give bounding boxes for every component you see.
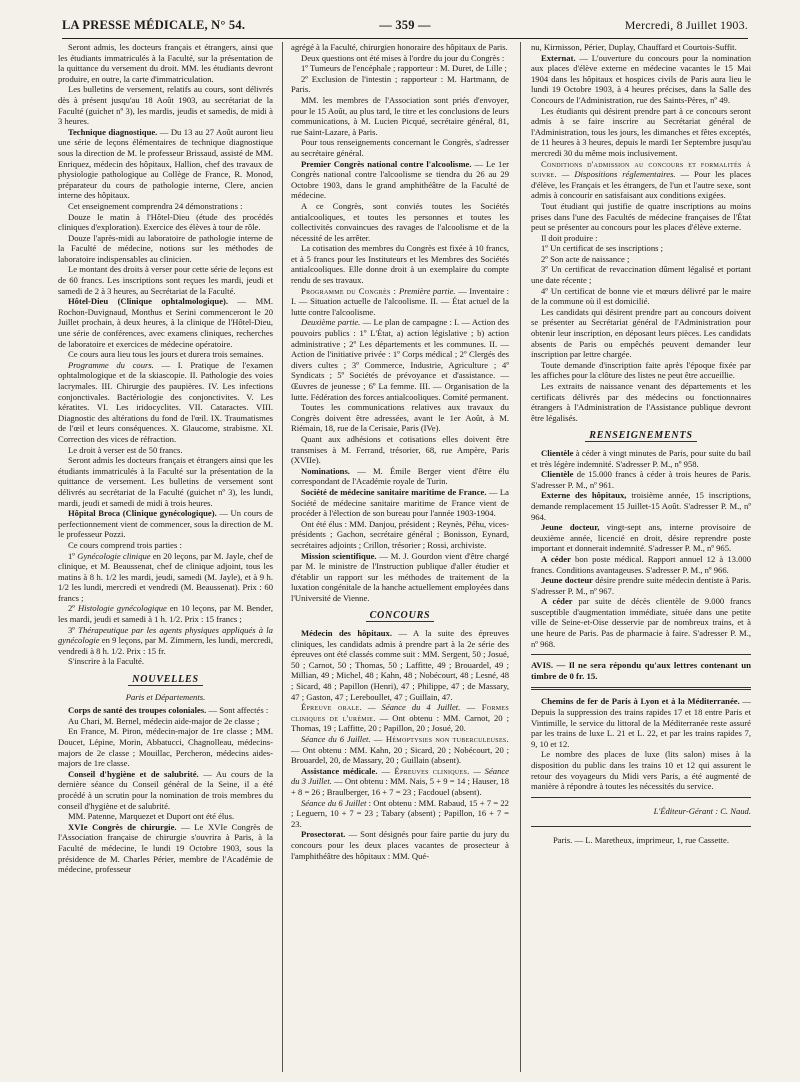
paragraph: Quant aux adhésions et cotisations elles doivent être transmises à M. Ferrand, trésorier, 68, rue Ampère, Paris (XVIIe).: [291, 433, 509, 466]
article-conseil-hygiene: [58, 769, 273, 811]
list-item: 3º Un certificat de revaccination dûment légalisé et portant une date récente ;: [531, 264, 751, 286]
exam-date: Séance du 6 Juillet.: [301, 734, 371, 744]
ad-text: désire prendre suite médecin dentiste à Paris. S'adresser P. M., nº 967.: [531, 575, 751, 596]
divider: [531, 826, 751, 827]
classified-ad: [531, 448, 751, 469]
exam-subject: — Épreuves cliniques.: [377, 765, 470, 776]
exam-subject: — Formes cliniques de l'urémie.: [291, 702, 509, 723]
article-hotel-dieu: [58, 296, 273, 349]
article-text: — MM. Rochon-Duvignaud, Monthus et Serini commenceront le 20 Juillet prochain, à deux heures, à la clinique de l'Hôtel-Dieu, une série de conférences, avec examens cliniques, recherches de laboratoire et exercices de médecine opératoire.: [58, 296, 273, 349]
ad-heading: A céder: [541, 596, 573, 607]
article-mission: [291, 551, 509, 604]
classified-ad: [531, 554, 751, 575]
article-heading: XVIe Congrès de chirurgie.: [68, 821, 177, 832]
paragraph: Pour tous renseignements concernant le Congrès, s'adresser au secrétaire général.: [291, 137, 509, 158]
list-item: [58, 603, 273, 624]
exam-result: [291, 798, 509, 830]
article-heading: Nominations.: [301, 465, 350, 476]
paragraph: Cet enseignement comprendra 24 démonstrations :: [68, 200, 243, 211]
divider: [531, 797, 751, 798]
paragraph: Au Chari, M. Bernel, médecin aide-major de 2e classe ;: [68, 715, 260, 726]
exam-text: — Ont obtenu : MM. Kahn, 20 ; Sicard, 20 ; Nobécourt, 20 ; Brouardel, 20, de Massary, 20 ; Guillain (absent).: [291, 744, 509, 766]
program-label: Programme du cours.: [68, 359, 154, 370]
list-subject: Gynécologie clinique: [77, 550, 151, 561]
article-text: — Depuis la suppression des trains rapides 17 et 18 entre Paris et Vintimille, le service du littoral de la Méditerranée reste assuré par les trains de luxe L. 21 et L. 22, et par les trains rapides 7, 9, 10 et 12.: [531, 696, 751, 749]
article-chemins-de-fer: [531, 696, 751, 749]
list-item: 2º Son acte de naissance ;: [541, 253, 630, 264]
list-number: 1º: [68, 550, 78, 561]
section-title: CONCOURS: [366, 610, 435, 622]
program-part: Deuxième partie.: [301, 317, 361, 328]
article-heading: Hôpital Broca (Clinique gynécologique).: [68, 508, 217, 519]
section-heading-renseignements: [531, 431, 751, 442]
exam-text: — Ont obtenu : MM. Carnot, 20 ; Thomas, 19 ; Laffitte, 20 ; Papillon, 20 ; Josué, 20.: [291, 712, 509, 734]
article-heading: Mission scientifique.: [301, 550, 377, 561]
header-rule: [62, 38, 748, 39]
article-text: — Le XVIe Congrès de l'Association française de chirurgie s'ouvrira à Paris, à la Faculté de médecine, le lundi 19 Octobre 1903, sous la présidence de M. Charles Périer, membre de l'Académie de médecine, professeur: [58, 821, 273, 875]
divider: [531, 687, 751, 690]
paragraph: Deux questions ont été mises à l'ordre du jour du Congrès :: [301, 52, 505, 63]
issue-date: Mercredi, 8 Juillet 1903.: [624, 18, 748, 32]
paragraph: Toutes les communications relatives aux travaux du Congrès doivent être adressées, avant le 1er Août, à M. Riémain, 18, rue de la Cerisaie, Paris (IVe).: [291, 402, 509, 434]
paragraph: agrégé à la Faculté, chirurgien honoraire des hôpitaux de Paris.: [291, 42, 508, 52]
program-label: Programme du Congrès :: [301, 285, 399, 296]
article-assistance-medicale: [291, 766, 509, 798]
paragraph: Le montant des droits à verser pour cette série de leçons est de 60 francs. Les inscriptions sont reçues les mardi, jeudi et samedi de 2 à 3 heures, au Secrétariat de la Faculté.: [58, 264, 273, 296]
article-heading: Externat.: [541, 52, 576, 63]
admission-conditions: [531, 159, 751, 201]
course-program: [58, 360, 273, 445]
ad-text: à céder à vingt minutes de Paris, pour suite du bail et très légère indemnité. S'adresser P. M., nº 958.: [531, 447, 751, 469]
paragraph: Ont été élus : MM. Danjou, président ; Reynès, Péhu, vices-présidents ; Gachon, secrétaire général ; Bonisson, Eynard, secrétaires adjoints ; Crillon, trésorier ; Rossi, archiviste.: [291, 518, 509, 550]
ad-heading: A céder: [541, 553, 571, 564]
article-heading: Hôtel-Dieu (Clinique ophtalmologique).: [68, 296, 229, 307]
congress-program-part-2: [291, 317, 509, 402]
article-text: — M. Émile Berger vient d'être élu correspondant de l'Académie royale de Turin.: [291, 465, 509, 487]
paragraph: Douze le matin à l'Hôtel-Dieu (étude des procédés cliniques d'exploration). Exercice des élèves à tour de rôle.: [58, 211, 273, 233]
classified-ad: [531, 596, 751, 649]
list-item: 1º Un certificat de ses inscriptions ;: [541, 243, 663, 254]
article-prosectorat: [291, 829, 509, 861]
exam-date: — Séance du 3 Juillet.: [291, 765, 509, 787]
article-text: — Sont désignés pour faire partie du jury du concours pour les deux places vacantes de prosecteur à l'amphithéâtre des hôpitaux : MM. Qué-: [291, 829, 509, 861]
article-text: — Ont obtenu : MM. Nais, 5 + 9 = 14 ; Hauser, 18 + 8 = 26 ; Braulberger, 16 + 7 = 23 ; Facdouel (absent).: [291, 776, 509, 797]
list-number: 3º: [68, 624, 79, 635]
article-text: — Un cours de perfectionnement vient de commencer, sous la direction de M. le professeur Pozzi.: [58, 508, 273, 540]
program-text: — I. Pratique de l'examen ophtalmologique et de la skiascopie. II. Pathologie des voies lacrymales. III. Chirurgie des paupières. IV. Les infections conjonctivales. Bactériologie des conjonctivites. V. Les kératites. VI. Les iridocyclites. VII. Cataractes. VIII. Diagnostic des altérations du fond de l'œil. IX. Traumatismes de l'œil et leurs conséquences. X. Glaucome, strabisme. XI. Correction des vices de réfraction.: [58, 359, 273, 444]
paragraph: Il doit produire :: [541, 232, 598, 243]
notice-avis: AVIS. — Il ne sera répondu qu'aux lettres contenant un timbre de 0 fr. 15.: [531, 660, 751, 681]
article-broca: [58, 508, 273, 540]
list-text: en 20 leçons, par M. Jayle, chef de clinique, et M. Beaussenat, chef de clinique adjoint, tous les matins à 8 h. 1/2 les mardi, jeudi, samedi (M. Jayle), et à 9 h. 1/2 les lundi, mercredi et vendredi (M. Beaussenat). Prix : 60 francs ;: [58, 550, 273, 603]
ad-text: bon poste médical. Rapport annuel 12 à 13.000 francs. Conditions avantageuses. S'adresser P. M., nº 966.: [531, 553, 751, 575]
ad-text: par suite de décès clientèle de 9.000 francs susceptible d'augmentation immédiate, située dans une petite ville de Seine-et-Oise desservie par de nombreux trains, et à une heure de Paris. Pas de pharmacie à faire. S'adresser P. M., nº 968.: [531, 596, 751, 649]
subsection-heading: Paris et Départements.: [125, 691, 206, 702]
article-externat: [531, 53, 751, 106]
ad-heading: Clientèle: [541, 469, 574, 480]
paragraph: nu, Kirmisson, Périer, Duplay, Chauffard et Courtois-Suffit.: [531, 42, 737, 52]
section-heading-concours: [291, 611, 509, 622]
ad-heading: Jeune docteur: [541, 575, 593, 586]
program-text: — Le plan de campagne : I. — Action des pouvoirs publics : 1º L'État, a) action législative ; b) action administrative ; 2º Les départements et les communes. II. — Action de l'initiative privée : 1º Corps médical ; 2º Clergés des divers cultes ; 3º Commerce, Industrie, Agriculture ; 4º Syndicats ; 5º Sociétés de prévoyance et d'assistance. — Œuvres de jeunesse ; 6º La femme. III. — Organisation de la lutte. Fédération des forces antialcooliques. Comité permanent.: [291, 317, 509, 402]
paragraph: Les bulletins de versement, relatifs au cours, sont délivrés dès à présent jusqu'au 18 Août 1903, au secrétariat de la Faculté (guichet nº 3), les mardis, jeudis et samedis, de midi à 3 heures.: [58, 84, 273, 127]
exam-date: — Séance du 4 Juillet.: [361, 702, 461, 713]
paragraph: Le droit à verser est de 50 francs.: [68, 444, 183, 455]
exam-result: [291, 702, 509, 734]
article-congres-chirurgie: [58, 822, 273, 875]
list-item: 4º Un certificat de bonne vie et mœurs délivré par le maire de la commune où il est domicilié.: [531, 285, 751, 307]
exam-subject: — Hémoptysies non tuberculeuses.: [370, 734, 509, 744]
program-text: — Inventaire : I. — Situation actuelle de l'alcoolisme. II. — État actuel de la lutte contre l'alcoolisme.: [291, 285, 509, 317]
conditions-subtitle: — Dispositions réglementaires.: [556, 169, 676, 180]
exam-date: Séance du 6 Juillet: [301, 797, 367, 808]
list-item: 2º Exclusion de l'intestin ; rapporteur : M. Hartmann, de Paris.: [291, 73, 509, 95]
list-subject: Thérapeutique par les agents physiques appliqués à la gynécologie: [58, 624, 273, 646]
classified-ad: [531, 469, 751, 490]
column-divider: [520, 42, 521, 1072]
ad-heading: Clientèle: [541, 447, 574, 458]
paragraph: Le nombre des places de luxe (lits salon) mises à la disposition du public dans les trains 10 et 12 qui assurent le retour des voyageurs du Midi vers Paris, a été augmenté de manière à répondre à toutes les nécessités du service.: [531, 749, 751, 792]
article-heading: Chemins de fer de Paris à Lyon et à la Méditerranée.: [541, 696, 740, 707]
program-part: Première partie.: [398, 285, 456, 296]
column-divider: [282, 42, 283, 1072]
paragraph: Ce cours aura lieu tous les jours et durera trois semaines.: [68, 349, 264, 360]
list-subject: Histologie gynécologique: [77, 603, 167, 614]
list-item: [58, 551, 273, 604]
article-heading: Technique diagnostique.: [68, 126, 158, 137]
classified-ad: [531, 575, 751, 596]
article-medecin-hopitaux: [291, 628, 509, 702]
section-title: NOUVELLES: [128, 674, 203, 686]
paragraph: MM. Patenne, Marquezet et Duport ont été élus.: [68, 811, 235, 822]
exam-text: : Ont obtenu : MM. Rabaud, 15 + 7 = 22 ; Leguern, 10 + 7 = 23 ; Tabary (absent) ; Papillon, 16 + 7 = 23.: [291, 797, 509, 829]
page-number: — 359 —: [379, 18, 431, 32]
article-corps-sante: [58, 705, 273, 716]
conditions-text: — Pour les places d'élève, les Français et les étrangers, de l'un et l'autre sexe, sont admis à concourir en satisfaisant aux conditions exigées.: [531, 169, 751, 201]
page-header: [62, 18, 748, 36]
paragraph: Ce cours comprend trois parties :: [68, 539, 182, 550]
printer-line: Paris. — L. Maretheux, imprimeur, 1, rue Cassette.: [552, 835, 730, 846]
article-heading: Société de médecine sanitaire maritime de France.: [301, 486, 487, 497]
editor-line: L'Éditeur-Gérant : C. Naud.: [653, 806, 751, 817]
congress-program: [291, 286, 509, 318]
conditions-label: Conditions d'admission au concours et formalités à suivre.: [531, 158, 751, 180]
column-3: [531, 42, 751, 1070]
paragraph: La cotisation des membres du Congrès est fixée à 10 francs, et à 5 francs pour les Instituteurs et les Membres des Sociétés antialcooliques. Elle donne droit à un exemplaire du compte rendu de ses travaux.: [291, 243, 509, 286]
article-text: — Du 13 au 27 Août auront lieu une série de leçons élémentaires de technique diagnostique sous la direction de M. le professeur Brissaud, assisté de MM. Enriquez, médecin des hôpitaux, Hallion, chef des travaux de physiologie pathologique au Collège de France, R. Monod, préparateur du cours de pathologie interne, Clere, ancien interne des hôpitaux.: [58, 126, 273, 201]
list-item: [58, 625, 273, 657]
article-text: — L'ouverture du concours pour la nomination aux places d'élève externe en médecine vacantes le 15 Mai 1904 dans les hôpitaux et hospices civils de Paris aura lieu le lundi 19 Octobre 1903, à 4 heures précises, dans la Salle des Concours de l'Administration, rue des Saints-Pères, nº 49.: [531, 52, 751, 105]
article-text: — Le 1er Congrès national contre l'alcoolisme se tiendra du 26 au 29 Octobre 1903, dans le grand amphithéâtre de la Faculté de médecine.: [291, 158, 509, 201]
exam-result: [291, 734, 509, 766]
paragraph: En France, M. Piron, médecin-major de 1re classe ; MM. Doucet, Lépine, Morin, Abbatucci, Chagnolleau, médecins-majors de 2e classe ; Mouillac, Percheron, médecins aides-majors de 1re classe.: [58, 726, 273, 769]
classified-ad: [531, 490, 751, 522]
paragraph: Douze l'après-midi au laboratoire de pathologie interne de la Faculté de médecine, notions sur les méthodes de laboratoire indispensables au clinicien.: [58, 232, 273, 264]
paragraph: Toute demande d'inscription faite après l'époque fixée par les affiches pour la clôture des listes ne peut être accueillie.: [531, 359, 751, 381]
article-heading: Conseil d'hygiène et de salubrité.: [68, 768, 199, 779]
article-alcoolisme: [291, 159, 509, 201]
list-text: en 9 leçons, par M. Zimmern, les lundi, mercredi, vendredi à 8 h. 1/2. Prix : 15 fr.: [58, 635, 273, 656]
article-heading: Premier Congrès national contre l'alcoolisme.: [301, 158, 472, 169]
ad-heading: Jeune docteur,: [541, 522, 600, 533]
divider: [531, 654, 751, 655]
article-text: — La Société de médecine sanitaire maritime de France vient de procéder à l'élection de son bureau pour l'année 1903-1904.: [291, 486, 509, 519]
paragraph: Seront admis les docteurs français et étrangers ainsi que les étudiants immatriculés à la Faculté sur la présentation de la quittance de versement. Les bulletins de versement sont délivrés au secrétariat de la Faculté (guichet nº 3), les lundi, mardi, jeudi et samedi de midi à trois heures.: [58, 455, 273, 508]
paragraph: A ce Congrès, sont conviés toutes les Sociétés antialcooliques, et toutes les personnes et toutes les collectivités convaincues des ravages de l'alcoolisme et de la nécessité de les arrêter.: [291, 200, 509, 243]
column-2: [291, 42, 509, 1070]
article-heading: Corps de santé des troupes coloniales.: [68, 705, 207, 716]
journal-title: LA PRESSE MÉDICALE, N° 54.: [62, 18, 246, 32]
paragraph: Les extraits de naissance venant des départements et les certificats délivrés par des médecins ou fonctionnaires étrangers à l'Administration de l'Assistance publique devront être légalisés.: [531, 381, 751, 423]
column-1: [58, 42, 273, 1070]
paragraph: MM. les membres de l'Association sont priés d'envoyer, pour le 15 Août, au plus tard, le titre et les conclusions de leurs communications, à M. Lucien Picqué, secrétaire général, 81, rue Saint-Lazare, à Paris.: [291, 94, 509, 137]
ad-text: troisième année, 15 inscriptions, demande remplacement 15 Juillet-15 Août. S'adresser P. M., nº 964.: [531, 490, 751, 522]
paragraph: S'inscrire à la Faculté.: [68, 656, 145, 667]
article-diagnostic: [58, 127, 273, 201]
paragraph: Les candidats qui désirent prendre part au concours doivent se présenter au Secrétariat général de l'Administration pour obtenir leur inscription, en déposant leurs pièces. Les candidats absents de Paris ou empêchés peuvent demander leur inscription par lettre chargée.: [531, 306, 751, 360]
section-heading-nouvelles: [58, 675, 273, 686]
article-heading: Assistance médicale.: [301, 765, 378, 776]
paragraph: Les étudiants qui désirent prendre part à ce concours seront admis à se faire inscrire au Secrétariat général de l'Administration, tous les jours, les dimanches et fêtes exceptés, de 11 heures à 3 heures, depuis le mardi 1er Septembre jusqu'au mercredi 30 du même mois inclusivement.: [531, 105, 751, 158]
list-item: 1º Tumeurs de l'encéphale ; rapporteur : M. Duret, de Lille ;: [301, 63, 507, 74]
article-heading: Médecin des hôpitaux.: [301, 628, 392, 639]
article-nominations: [291, 466, 509, 487]
paragraph: Tout étudiant qui justifie de quatre inscriptions au moins prises dans l'une des Facultés de médecine françaises de l'État peut se présenter au concours pour les places d'élève externe.: [531, 200, 751, 233]
ad-heading: Externe des hôpitaux,: [541, 490, 627, 501]
article-text: — M. J. Gourdon vient d'être chargé par M. le ministre de l'Instruction publique d'aller étudier et d'établir un rapport sur les méthodes de traitement de la luxation congénitale de la hanche actuellement employées dans l'Université de Vienne.: [291, 550, 509, 603]
paragraph: Seront admis, les docteurs français et étrangers, ainsi que les étudiants immatriculés à la Faculté, sur la présentation de la quittance du versement du droit. MM. les étudiants devront produire, en outre, la carte d'immatriculation.: [58, 42, 273, 84]
ad-text: vingt-sept ans, interne provisoire de deuxième année, licencié en droit, désire reprendre poste important et donnerait indemnité. S'adresser P. M., nº 965.: [531, 522, 751, 554]
classified-ad: [531, 522, 751, 554]
list-text: en 10 leçons, par M. Bender, les mardi, jeudi et samedi à 1 h. 1/2. Prix : 15 francs ;: [58, 603, 273, 625]
ad-text: de 15.000 francs à céder à trois heures de Paris. S'adresser P. M., nº 961.: [531, 469, 751, 490]
article-societe-maritime: [291, 487, 509, 519]
exam-label: Épreuve orale.: [301, 702, 362, 713]
article-text: — A la suite des épreuves cliniques, les candidats admis à prendre part à la 2e série des épreuves ont été classés comme suit : MM. Sergent, 50 ; Josué, 50 ; Carnot, 50 ; Thomas, 50 ; Laffitte, 49 ; Brouardel, 49 ; Millian, 49 ; Michel, 48 ; Kahn, 48 ; Nobécourt, 48 ; Lesné, 48 ; Sicard, 48 ; Papillon (Henri), 47 ; Philippe, 47 ; de Massary, 47 ; Gaston, 47 ; Lereboullet, 47 ; Guillain, 47.: [291, 628, 509, 702]
article-text: — Sont affectés :: [206, 705, 269, 716]
section-title: RENSEIGNEMENTS: [585, 430, 696, 442]
list-number: 2º: [68, 603, 78, 614]
article-text: — Au cours de la dernière séance du Conseil général de la Seine, il a été procédé à un scrutin pour la nomination de trois membres du conseil d'hygiène et de salubrité.: [58, 768, 273, 811]
article-heading: Prosectorat.: [301, 829, 346, 840]
